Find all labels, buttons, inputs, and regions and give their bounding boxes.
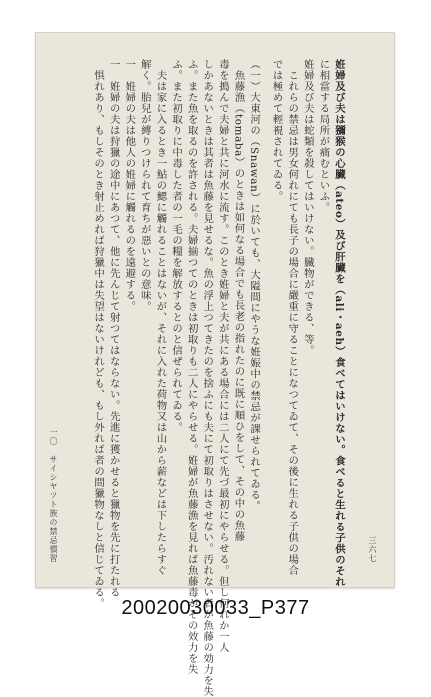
text-line: ふ。また初取りに中毒した者の一毛の糧を解放するとのと信ぜられてゐる。 — [170, 59, 183, 433]
text-line: 姙婦及び夫は蛇類を殺してはいけない。臓物ができる、等。 — [301, 59, 314, 356]
text-line: 魚藤漁（tomaba）のときは如何なる場合でも長老の指れたのに既に順ひをして、その中の魚藤 — [232, 70, 245, 542]
text-line: （一）大東河の（Snawan）に於いても、大隘間にやうな姙娠中の禁忌が課せられてゐる。 — [248, 59, 261, 512]
text-line: ふ。また魚を取るのを許される。夫婦揃つてのときは初取りも二人にやらせる。姙婦が魚藤漁を見れば魚藤毒がその效力を失 — [185, 59, 198, 675]
text-line: 一 姙婦の夫は狩獵の途中にあつて、他に先んじて射つてはならない。先進に獲かせると獵物を先に打たれる — [107, 59, 120, 598]
paragraph-gap — [261, 59, 268, 564]
text-line: 一 姙婦の夫は他人の姙婦に觸れるのを遠避する。 — [123, 59, 136, 312]
page-number: 三六七 — [368, 536, 377, 563]
text-line: 夫は家に入るとき一鮎の鰓に觸れることはないが、それに入れた荷物又は山から薪などは下したらすぐ — [154, 70, 167, 576]
text-line: 姙婦及び夫は獼猴の心臟（ateo）及び肝臟を（ali・aeh）食べてはいけない。食べると生れる子供のそれ — [333, 59, 345, 588]
text-line: これらの禁忌は男女何れにても長子の場合に嚴重に守ることになつてゐて、その後に生れる子供の場合 — [286, 70, 299, 576]
image-caption: 20020030033_P377 — [121, 597, 310, 619]
text-line: 毒を搗んで夫婦と共に河水に流す。このとき姙婦と夫が共にある場合には二人にて先づ最初にやらせる。但し何れか一人 — [216, 59, 229, 653]
text-line: では極めて輕視されてゐる。 — [270, 59, 283, 202]
text-line: 解く。胎兒が縛りつけられて育ちが惡いとの意味。 — [138, 59, 151, 312]
text-line: に相當する局所が痛むといふ。 — [317, 59, 330, 213]
text-line: 惧れあり、もしそのとき射止めれば狩獵中は失望はないけれども、もし外れば者の間獵物なしと信じてゐる。 — [92, 70, 105, 609]
running-head: 一〇 サイシヤツト族の禁忌慣習 — [49, 428, 58, 563]
text-line: しかあないときは其者は魚藤を見せるな。魚の浮上つてきたのを捨ふにも夫にて初取りはさせない。汚れない者が魚藤の効力を失 — [201, 59, 214, 697]
